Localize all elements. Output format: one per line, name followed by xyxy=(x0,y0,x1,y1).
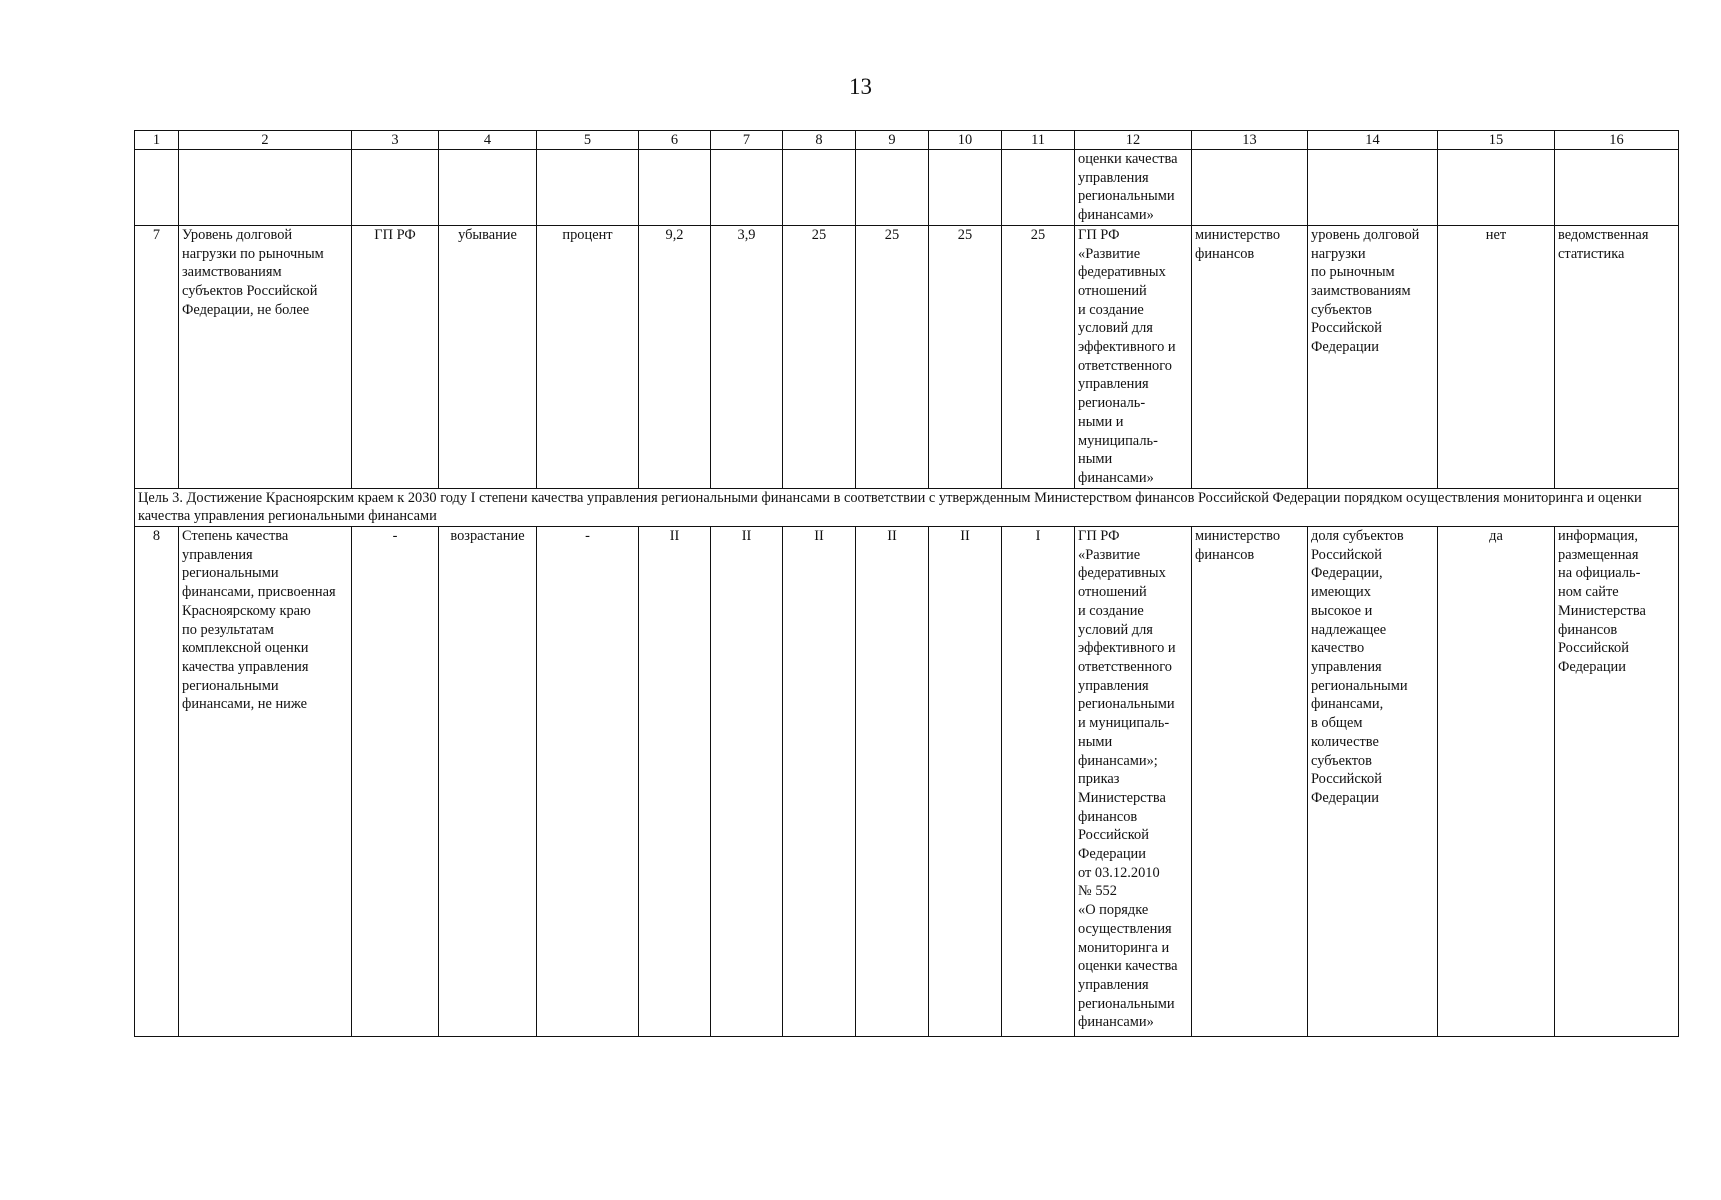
column-number: 4 xyxy=(439,131,537,150)
column-number: 9 xyxy=(856,131,929,150)
value-cell: 25 xyxy=(1002,225,1075,488)
goal-text: Цель 3. Достижение Красноярским краем к 2030 году I степени качества управления региональными финансами в соответствии с утвержденным Министерством финансов Российской Федерации порядком осуществления мониторинга и оценки качества управления региональными финансами xyxy=(135,488,1679,526)
value-cell: 25 xyxy=(929,225,1002,488)
table-cell xyxy=(1192,150,1308,226)
program-cell: ГП РФ «Развитие федеративных отношений и создание условий для эффективного и ответственного управления региональ- ными и муниципаль- ными финансами» xyxy=(1075,225,1192,488)
column-number: 3 xyxy=(352,131,439,150)
indicators-table xyxy=(134,130,1679,1037)
table-row xyxy=(135,225,1679,488)
responsible-cell: министерство финансов xyxy=(1192,527,1308,1037)
continuation-row xyxy=(135,150,1679,226)
value-cell: 25 xyxy=(856,225,929,488)
source-info-cell: ведомственная статистика xyxy=(1555,225,1679,488)
value-cell: 9,2 xyxy=(639,225,711,488)
table-cell xyxy=(639,150,711,226)
value-cell: II xyxy=(783,527,856,1037)
column-number: 14 xyxy=(1308,131,1438,150)
responsible-cell: министерство финансов xyxy=(1192,225,1308,488)
column-number: 8 xyxy=(783,131,856,150)
value-cell: II xyxy=(929,527,1002,1037)
column-number: 16 xyxy=(1555,131,1679,150)
column-number-row xyxy=(135,131,1679,150)
table-cell xyxy=(1308,150,1438,226)
column-number: 5 xyxy=(537,131,639,150)
column-number: 2 xyxy=(179,131,352,150)
table-cell xyxy=(537,150,639,226)
column-number: 7 xyxy=(711,131,783,150)
value-cell: II xyxy=(639,527,711,1037)
table-row xyxy=(135,527,1679,1037)
value-cell: 25 xyxy=(783,225,856,488)
indicator-name: Степень качества управления региональными финансами, присвоенная Красноярскому краю по результатам комплексной оценки качества управления региональными финансами, не ниже xyxy=(179,527,352,1037)
indicator-trend: убывание xyxy=(439,225,537,488)
method-cell: доля субъектов Российской Федерации, имеющих высокое и надлежащее качество управления региональными финансами, в общем количестве субъектов Российской Федерации xyxy=(1308,527,1438,1037)
indicator-trend: возрастание xyxy=(439,527,537,1037)
goal-row xyxy=(135,488,1679,526)
row-number: 7 xyxy=(135,225,179,488)
table-cell xyxy=(135,150,179,226)
indicator-unit: процент xyxy=(537,225,639,488)
table-cell xyxy=(711,150,783,226)
table-cell xyxy=(929,150,1002,226)
table-cell xyxy=(352,150,439,226)
column-number: 10 xyxy=(929,131,1002,150)
value-cell: II xyxy=(711,527,783,1037)
indicator-source: - xyxy=(352,527,439,1037)
indicator-unit: - xyxy=(537,527,639,1037)
flag-cell: нет xyxy=(1438,225,1555,488)
value-cell: I xyxy=(1002,527,1075,1037)
column-number: 13 xyxy=(1192,131,1308,150)
table-cell xyxy=(439,150,537,226)
table-cell xyxy=(1002,150,1075,226)
column-number: 12 xyxy=(1075,131,1192,150)
flag-cell: да xyxy=(1438,527,1555,1037)
indicator-source: ГП РФ xyxy=(352,225,439,488)
program-cell: ГП РФ «Развитие федеративных отношений и создание условий для эффективного и ответственного управления региональными и муниципаль- ными финансами»; приказ Министерства финансов Российской Федерации от 03.12.2010 № 552 «О порядке осуществления мониторинга и оценки качества управления региональными финансами» xyxy=(1075,527,1192,1037)
table-cell xyxy=(179,150,352,226)
row-number: 8 xyxy=(135,527,179,1037)
column-number: 15 xyxy=(1438,131,1555,150)
source-info-cell: информация, размещенная на официаль- ном сайте Министерства финансов Российской Федерации xyxy=(1555,527,1679,1037)
method-cell: уровень долговой нагрузки по рыночным заимствованиям субъектов Российской Федерации xyxy=(1308,225,1438,488)
page-number: 13 xyxy=(849,74,872,99)
column-number: 6 xyxy=(639,131,711,150)
table-cell xyxy=(783,150,856,226)
value-cell: 3,9 xyxy=(711,225,783,488)
column-number: 1 xyxy=(135,131,179,150)
table-cell xyxy=(856,150,929,226)
table-cell xyxy=(1555,150,1679,226)
column-number: 11 xyxy=(1002,131,1075,150)
indicator-name: Уровень долговой нагрузки по рыночным заимствованиям субъектов Российской Федерации, не более xyxy=(179,225,352,488)
value-cell: II xyxy=(856,527,929,1037)
program-cell: оценки качества управления региональными финансами» xyxy=(1075,150,1192,226)
table-cell xyxy=(1438,150,1555,226)
